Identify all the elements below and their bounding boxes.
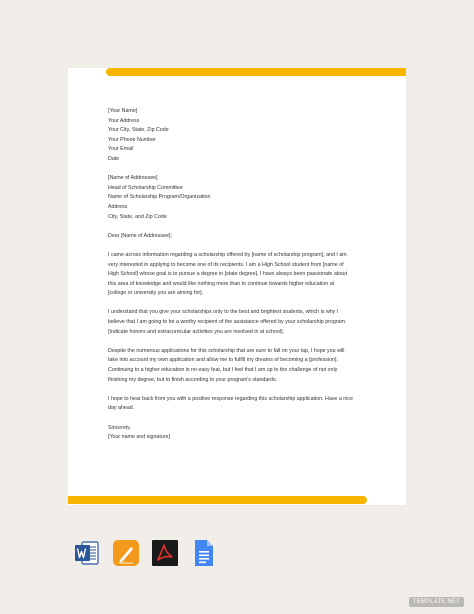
paragraph-line: day ahead. [108,405,135,412]
sender-line: Your Address [108,117,140,124]
salutation: Dear [Name of Addressee]; [108,232,172,239]
paragraph-line: [college or university you are aiming for]. [108,290,204,297]
paragraph-line: High School] whose goal is to pursue a degree in [state degree]. I have always been passionate about [108,271,348,278]
watermark: TEMPLATE.NET [409,597,464,607]
paragraph-2 [108,308,370,337]
pdf-icon[interactable] [151,539,179,567]
paragraph-line: this area of knowledge and would like nothing more than to continue towards higher education at [108,280,335,287]
paragraph-1 [108,251,370,299]
google-docs-icon[interactable] [190,539,218,567]
bottom-accent-bar [68,496,367,504]
letter-document [68,68,406,505]
paragraph-line: believe that I am going to be a worthy recipient of the assistance offered by your scholarship program. [108,319,347,326]
recipient-line: Head of Scholarship Committee [108,184,183,191]
paragraph-line: [Indicate honors and extracurricular activities you are involved in at school]. [108,328,285,335]
word-icon[interactable] [73,539,101,567]
recipient-line: [Name of Addressee] [108,175,158,182]
paragraph-line: Continuing to a higher education is no easy feat, but I feel that I am up to the challenge of not only [108,367,338,374]
recipient-line: City, State, and Zip Code [108,213,167,220]
signature: [Your name and signature] [108,434,170,441]
sender-line: Your Phone Number [108,136,156,143]
paragraph-line: I hope to hear back from you with a positive response regarding this scholarship application. Have a nice [108,395,353,402]
closing: Sincerely, [108,424,131,431]
sender-block [108,107,370,165]
sender-line: Date [108,155,120,162]
letter-body [108,107,370,443]
sender-line: Your City, State, Zip Code [108,127,169,134]
paragraph-line: I came across information regarding a scholarship offered by [name of scholarship program], and I am [108,251,347,258]
paragraph-3 [108,347,370,385]
format-icons [73,539,218,567]
sender-line: [Your Name] [108,108,138,114]
recipient-block [108,174,370,222]
paragraph-line: I understand that you give your scholarships only to the best and brightest students, which is why I [108,309,339,316]
paragraph-line: very interested in applying to become one of its recipients. I am a High School student from [name of [108,261,344,268]
paragraph-line: take into account my own application and allow me to fulfill my dreams of becoming a [profession]. [108,357,338,364]
paragraph-line: Despite the numerous applications for this scholarship that are sure to fall on your lap, I hope you will [108,347,345,354]
top-accent-bar [106,68,406,76]
recipient-line: Address [108,203,128,210]
paragraph-4 [108,395,370,414]
sender-line: Your Email [108,146,134,153]
recipient-line: Name of Scholarship Program/Organization [108,194,211,201]
paragraph-line: finishing my degree, but to finish according to your program's standards. [108,376,278,383]
pages-icon[interactable] [112,539,140,567]
